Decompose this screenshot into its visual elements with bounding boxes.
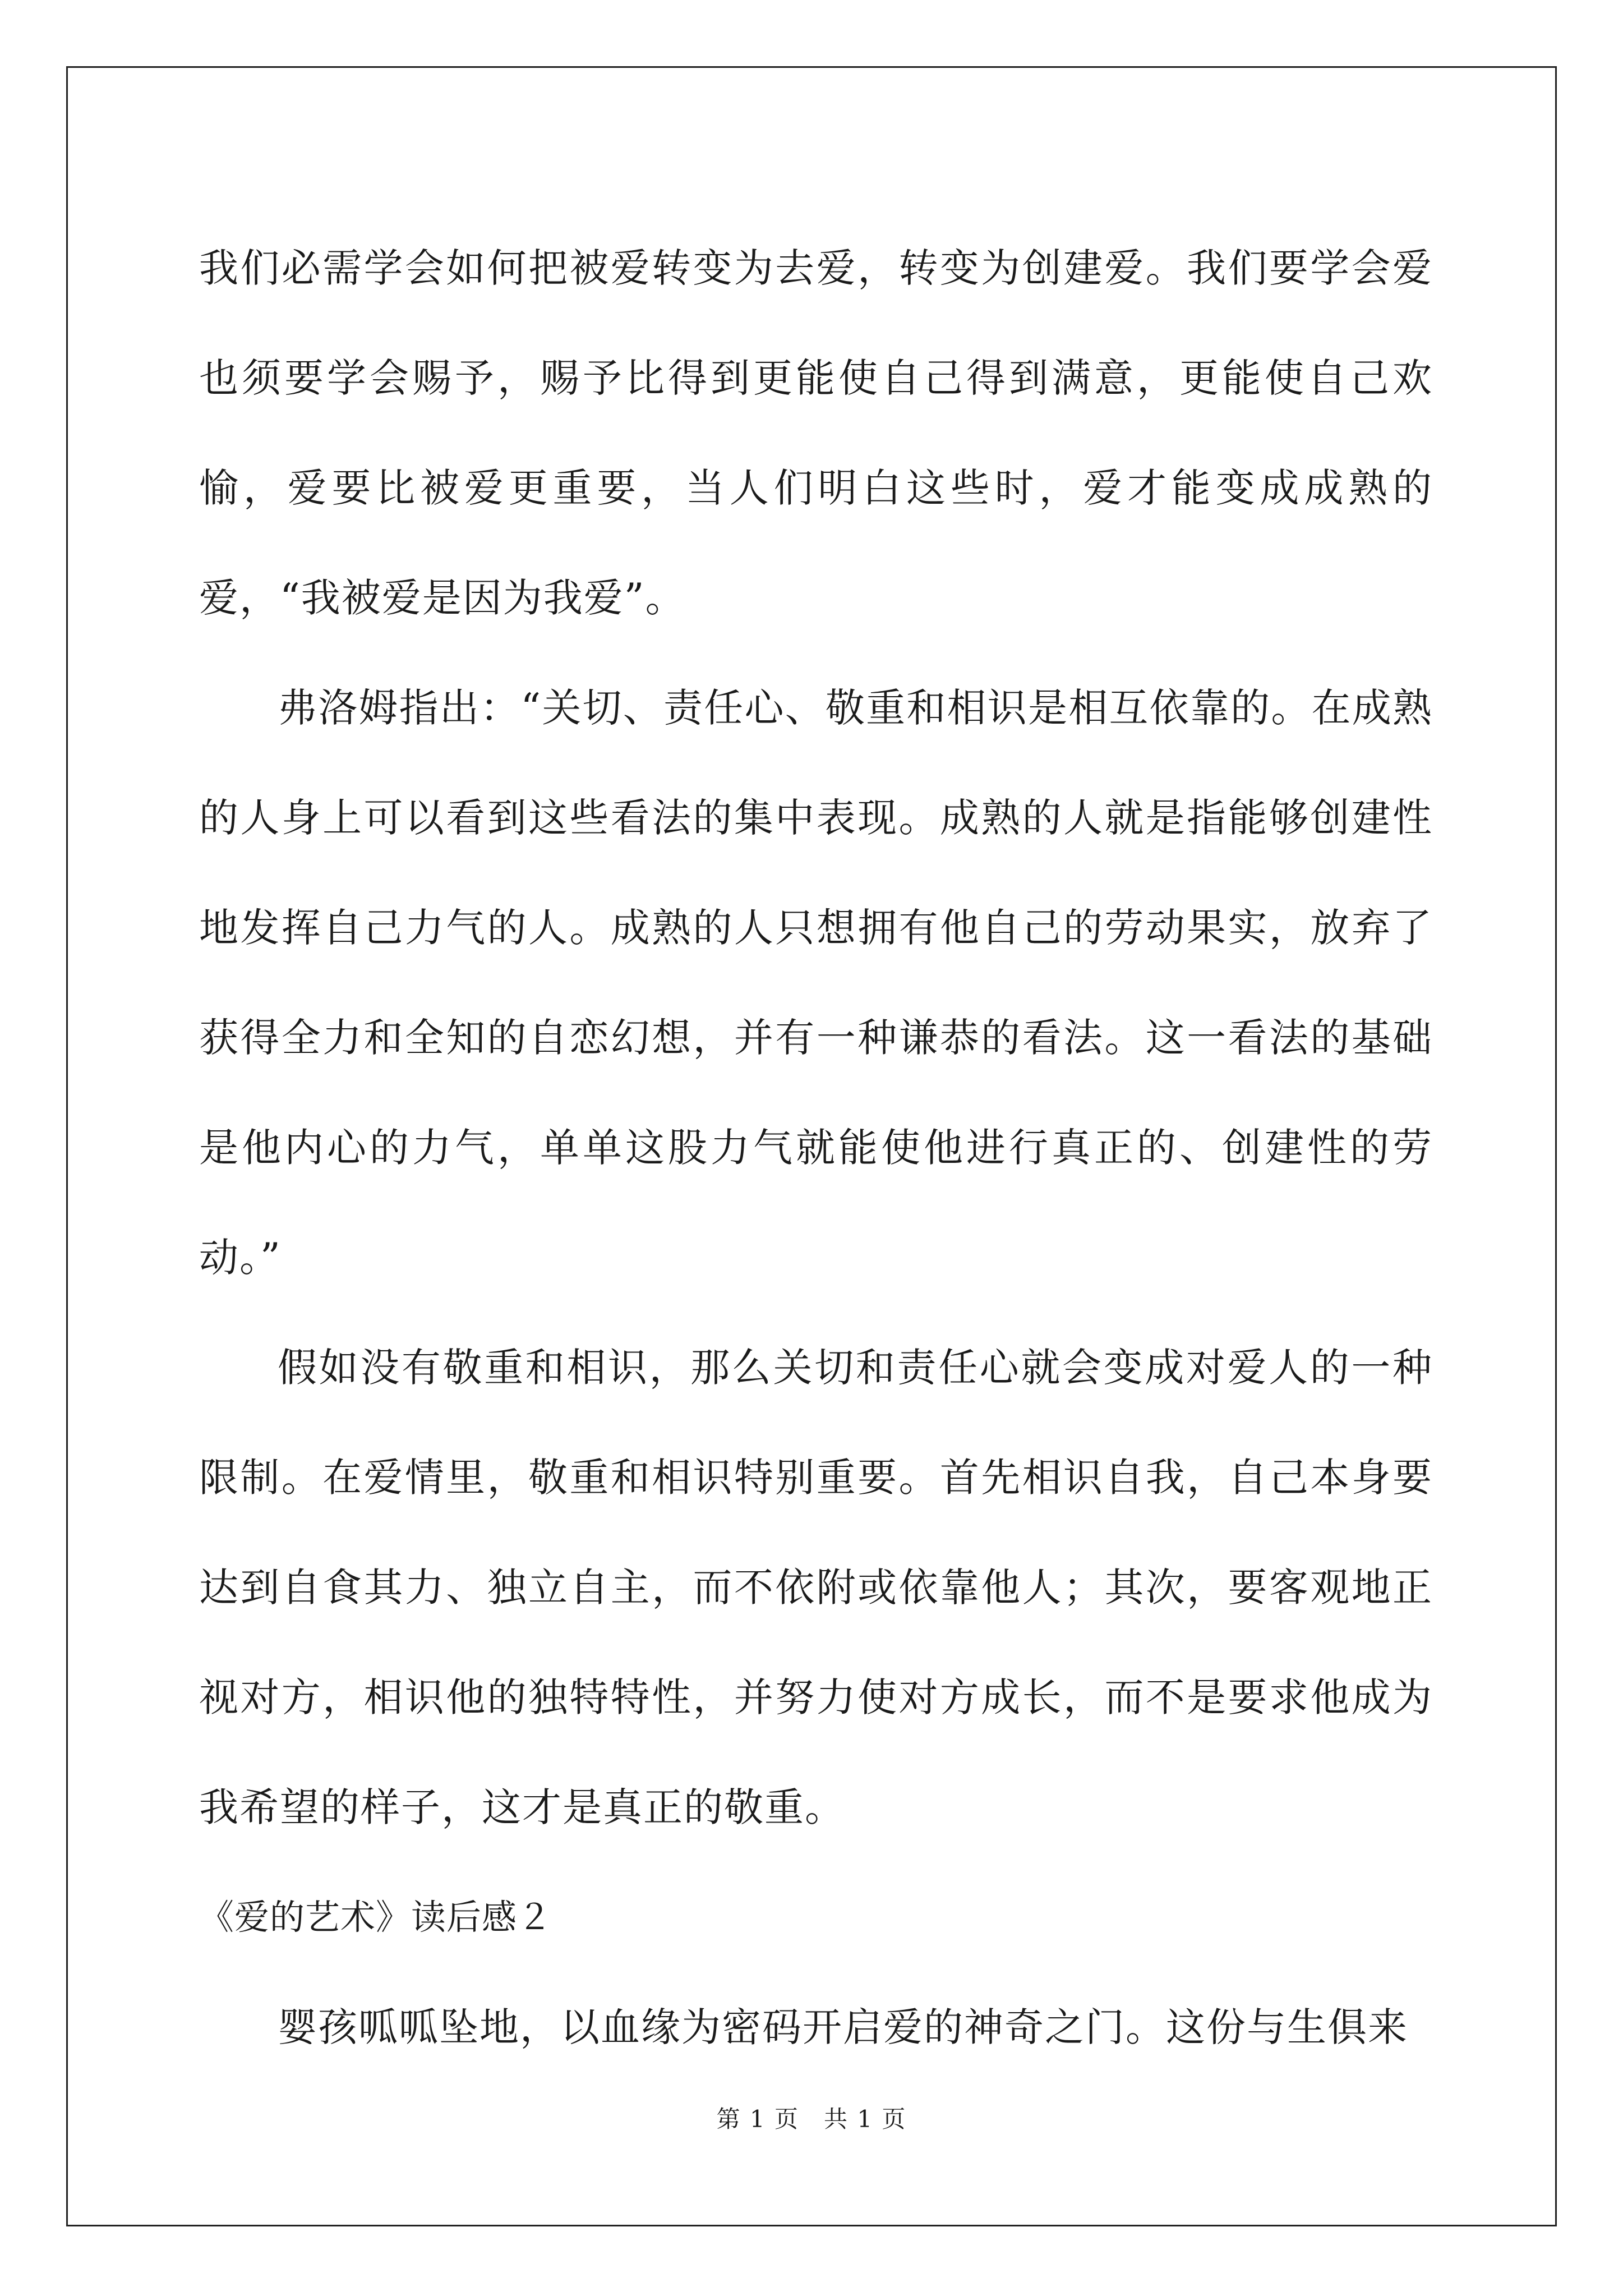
paragraph: 我们必需学会如何把被爱转变为去爱，转变为创建爱。我们要学会爱也须要学会赐予，赐予比得到更能使自己得到满意，更能使自己欢愉，爱要比被爱更重要，当人们明白这些时，爱才能变成成熟的爱，“我被爱是因为我爱”。 [199, 245, 1433, 621]
paragraph: 假如没有敬重和相识，那么关切和责任心就会变成对爱人的一种限制。在爱情里，敬重和相识特别重要。首先相识自我，自己本身要达到自食其力、独立自主，而不依附或依靠他人；其次，要客观地正视对方，相识他的独特特性，并努力使对方成长，而不是要求他成为我希望的样子，这才是真正的敬重。 [199, 1345, 1433, 1830]
paragraph: 弗洛姆指出：“关切、责任心、敬重和相识是相互依靠的。在成熟的人身上可以看到这些看法的集中表现。成熟的人就是指能够创建性地发挥自己力气的人。成熟的人只想拥有他自己的劳动果实，放弃了获得全力和全知的自恋幻想，并有一种谦恭的看法。这一看法的基础是他内心的力气，单单这股力气就能使他进行真正的、创建性的劳动。” [199, 685, 1433, 1281]
paragraph: 婴孩呱呱坠地，以血缘为密码开启爱的神奇之门。这份与生俱来 [278, 2004, 1408, 2050]
page-footer: 第 1 页 共 1 页 [716, 2105, 907, 2133]
section-heading: 《爱的艺术》读后感２ [199, 1897, 553, 1938]
document-body [199, 213, 1433, 2082]
